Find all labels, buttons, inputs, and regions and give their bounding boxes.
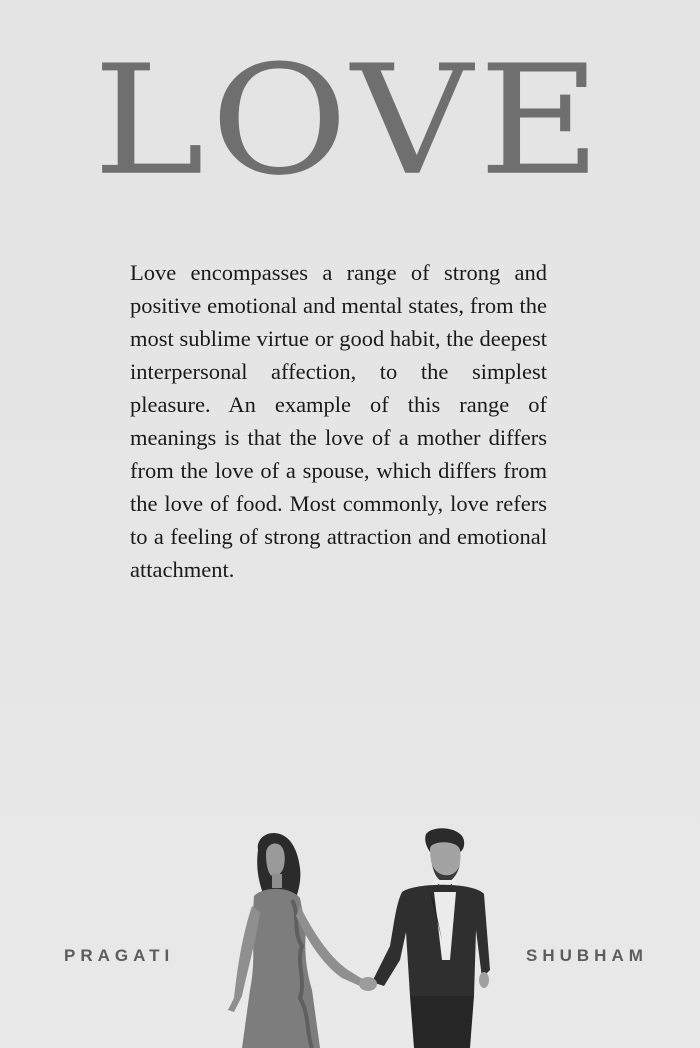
- love-definition-paragraph: Love encompasses a range of strong and positive emotional and mental states, from the most sublime virtue or good habit, the deepest interpersonal affection, to the simplest pleasure. An example of this range of meanings is that the love of a mother differs from the love of a spouse, which differs from the love of food. Most commonly, love refers to a feeling of strong attraction and emotional attachment.: [130, 260, 547, 582]
- man-figure: [372, 828, 490, 1048]
- woman-figure: [228, 833, 364, 1048]
- joined-hands: [359, 977, 377, 991]
- name-left: PRAGATI: [64, 946, 175, 965]
- page-title: LOVE: [92, 32, 608, 209]
- couple-photo: [220, 820, 500, 1048]
- name-right: SHUBHAM: [526, 946, 648, 965]
